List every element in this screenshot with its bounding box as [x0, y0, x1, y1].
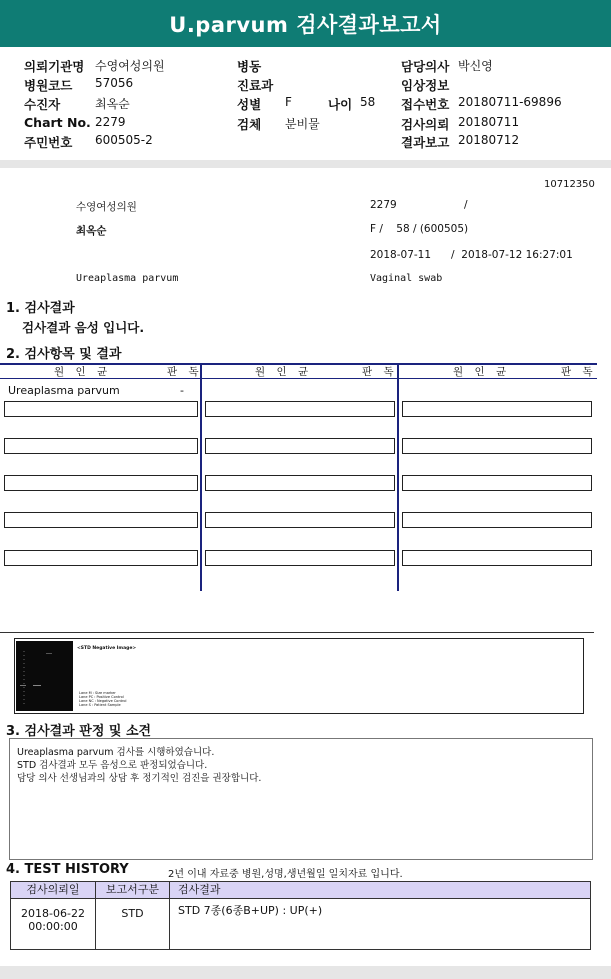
- table-bottom-line: [0, 632, 594, 633]
- header-label-ward: 병동: [237, 59, 262, 74]
- info-dates: 2018-07-11 / 2018-07-12 16:27:01: [370, 249, 573, 261]
- result-organism-name: Ureaplasma parvum: [8, 384, 120, 397]
- header-value-hospital-code: 57056: [95, 76, 134, 90]
- gel-bands-graphic: [16, 641, 73, 711]
- empty-row-box: [402, 475, 592, 491]
- header-value-doctor: 박신영: [458, 59, 493, 73]
- header-value-receipt-no: 20180711-69896: [458, 95, 562, 109]
- header-value-chart-no: 2279: [95, 115, 126, 129]
- info-slash: /: [464, 199, 468, 211]
- gel-title: <STD Negative Image>: [77, 646, 137, 651]
- history-date: 2018-06-22: [21, 907, 85, 920]
- section-1-result: 검사결과 음성 입니다.: [22, 320, 145, 335]
- header-label-request-date: 검사의뢰: [401, 117, 450, 132]
- empty-row-box: [205, 475, 395, 491]
- history-header-result: 검사결과: [169, 881, 591, 899]
- header-label-specimen: 검체: [237, 117, 262, 132]
- report-title: U.parvum 검사결과보고서: [0, 0, 611, 47]
- header-value-sex: F: [285, 95, 292, 109]
- col-header-organism-3: 원 인 균: [453, 366, 511, 378]
- col-header-result-3: 판 독: [561, 366, 597, 378]
- gel-image-frame: [14, 638, 584, 714]
- history-header-date: 검사의뢰일: [10, 881, 96, 899]
- info-sex-age: F / 58 / (600505): [370, 223, 469, 235]
- page-footer-bar: [0, 966, 611, 979]
- section-3-title: 3. 검사결과 판정 및 소견: [6, 724, 152, 739]
- section-4-title: 4. TEST HISTORY: [6, 862, 129, 877]
- header-label-patient: 수진자: [24, 97, 61, 112]
- header-label-clinical-info: 임상정보: [401, 78, 450, 93]
- header-separator: [0, 160, 611, 168]
- col-header-organism-2: 원 인 균: [255, 366, 313, 378]
- header-label-report-date: 결과보고: [401, 135, 450, 150]
- empty-row-box: [402, 438, 592, 454]
- header-label-sex: 성별: [237, 97, 262, 112]
- header-label-doctor: 담당의사: [401, 59, 450, 74]
- history-header-type: 보고서구분: [95, 881, 170, 899]
- header-label-hospital: 의뢰기관명: [24, 59, 85, 74]
- gel-image: [16, 641, 73, 711]
- section-1-title: 1. 검사결과: [6, 301, 75, 316]
- header-value-request-date: 20180711: [458, 115, 520, 129]
- history-cell-date: [10, 898, 96, 950]
- col-header-result-1: 판 독: [167, 366, 203, 378]
- empty-row-box: [402, 512, 592, 528]
- table-divider-1: [200, 363, 202, 591]
- header-value-patient: 최옥순: [95, 97, 130, 111]
- empty-row-box: [402, 401, 592, 417]
- gel-legend-4: Lane S : Patient Sample: [79, 703, 121, 707]
- header-label-age: 나이: [328, 97, 353, 112]
- gel-legend-1: Lane M : Size marker: [79, 691, 116, 695]
- header-label-department: 진료과: [237, 78, 274, 93]
- table-divider-2: [397, 363, 399, 591]
- header-label-chart-no: Chart No.: [24, 115, 91, 130]
- header-label-hospital-code: 병원코드: [24, 78, 73, 93]
- report-code: 10712350: [544, 179, 595, 190]
- section-2-title: 2. 검사항목 및 결과: [6, 347, 122, 362]
- empty-row-box: [205, 512, 395, 528]
- header-label-receipt-no: 접수번호: [401, 97, 450, 112]
- header-value-hospital: 수영여성의원: [95, 59, 165, 73]
- empty-row-box: [205, 438, 395, 454]
- history-note: 2년 이내 자료중 병원,성명,생년월일 일치자료 입니다.: [168, 869, 403, 880]
- info-specimen: Vaginal swab: [370, 273, 443, 284]
- empty-row-box: [4, 475, 198, 491]
- history-time: 00:00:00: [28, 920, 78, 933]
- empty-row-box: [4, 550, 198, 566]
- history-type: STD: [95, 898, 170, 950]
- empty-row-box: [205, 401, 395, 417]
- opinion-line-1: Ureaplasma parvum 검사를 시행하였습니다.: [17, 747, 215, 758]
- empty-row-box: [4, 438, 198, 454]
- opinion-line-3: 담당 의사 선생님과의 상담 후 정기적인 검진을 권장합니다.: [17, 773, 262, 784]
- result-value: -: [180, 384, 184, 397]
- opinion-box: [9, 738, 593, 860]
- info-chart: 2279: [370, 199, 397, 211]
- info-patient: 최옥순: [76, 225, 107, 237]
- gel-legend-3: Lane NC : Negative Control: [79, 699, 127, 703]
- opinion-line-2: STD 검사결과 모두 음성으로 판정되었습니다.: [17, 760, 208, 771]
- gel-legend-2: Lane PC : Positive Control: [79, 695, 124, 699]
- header-value-report-date: 20180712: [458, 133, 520, 147]
- header-value-specimen: 분비물: [285, 117, 320, 131]
- history-result: STD 7종(6종B+UP) : UP(+): [169, 898, 591, 950]
- header-value-resident-no: 600505-2: [95, 133, 153, 147]
- info-organism: Ureaplasma parvum: [76, 273, 179, 284]
- col-header-result-2: 판 독: [362, 366, 398, 378]
- info-hospital: 수영여성의원: [76, 201, 137, 213]
- empty-row-box: [4, 401, 198, 417]
- empty-row-box: [205, 550, 395, 566]
- col-header-organism-1: 원 인 균: [54, 366, 112, 378]
- header-value-age: 58: [360, 95, 376, 109]
- empty-row-box: [4, 512, 198, 528]
- header-label-resident-no: 주민번호: [24, 135, 73, 150]
- empty-row-box: [402, 550, 592, 566]
